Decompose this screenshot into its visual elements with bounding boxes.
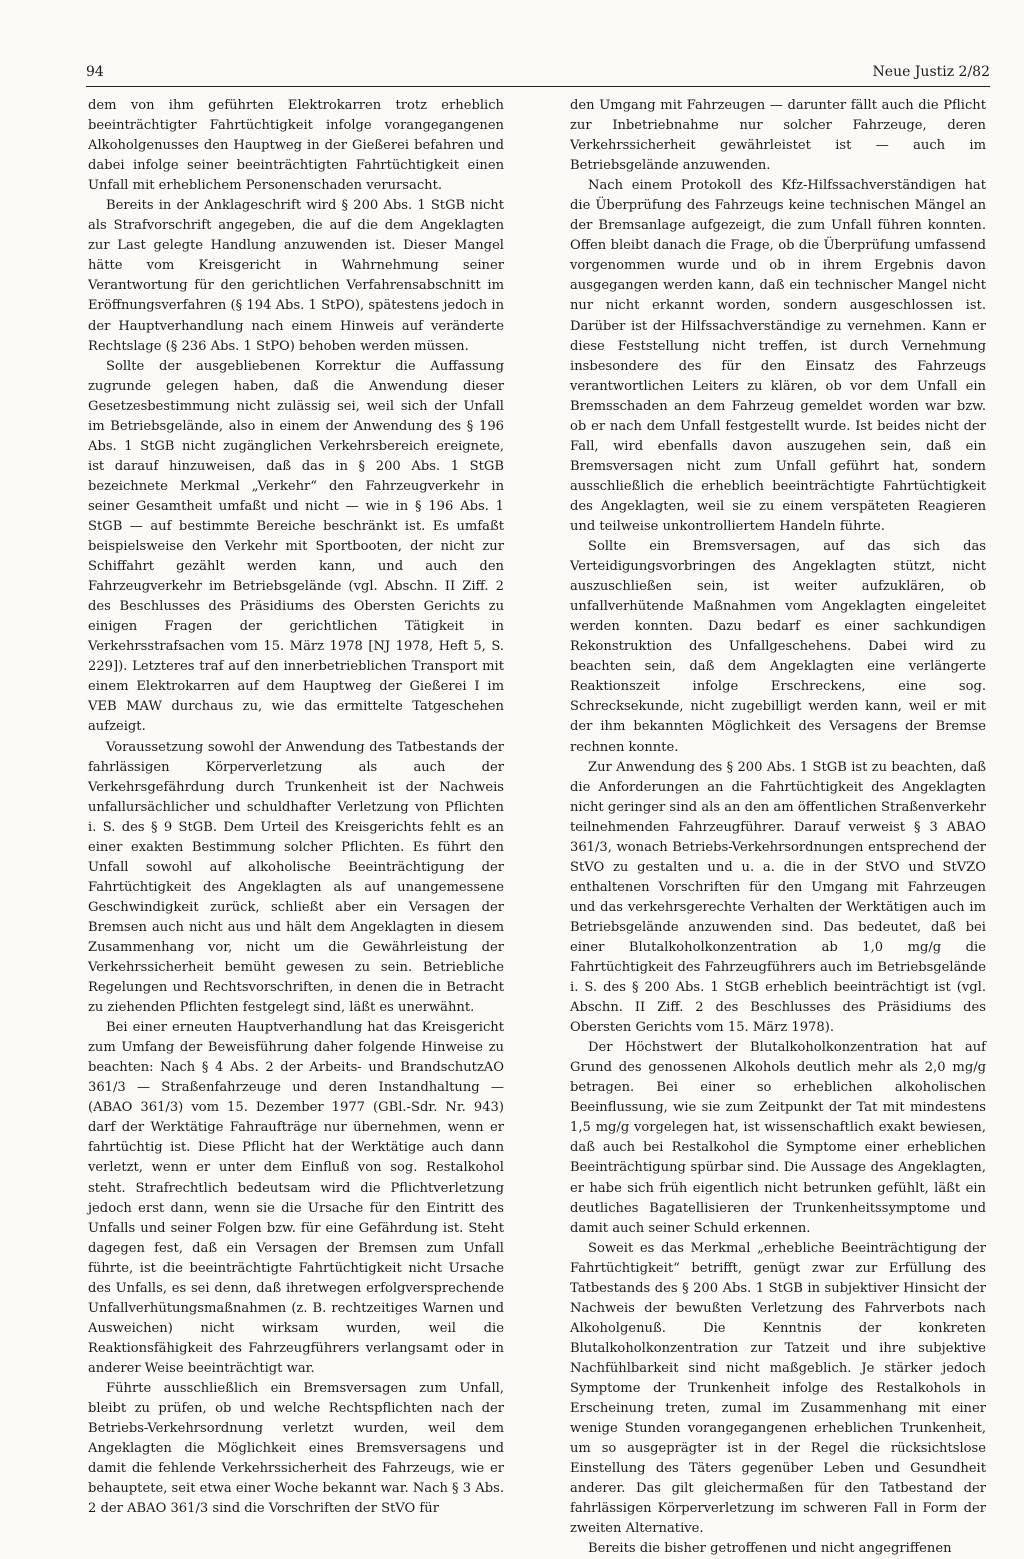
paragraph: Sollte der ausgebliebenen Korrektur die Auffassung zugrunde gelegen haben, daß die Anwendung dieser Gesetzesbestimmung nicht zulässig sei, weil sich der Unfall im Betriebsgelände, also in einem der Anwendung des § 196 Abs. 1 StGB nicht zugänglichen Verkehrsbereich ereignete, ist darauf hinzuweisen, daß das in § 200 Abs. 1 StGB bezeichnete Merkmal „Verkehr“ den Fahrzeugverkehr in seiner Gesamtheit umfaßt und nicht — wie in § 196 Abs. 1 StGB — auf bestimmte Bereiche beschränkt ist. Es umfaßt beispielsweise den Verkehr mit Sportbooten, der nicht zur Schiffahrt gezählt werden kann, und auch den Fahrzeugverkehr im Betriebsgelände (vgl. Abschn. II Ziff. 2 des Beschlusses des Präsidiums des Obersten Gerichts zu einigen Fragen der gerichtlichen Tätigkeit in Verkehrsstrafsachen vom 15. März 1978 [NJ 1978, Heft 5, S. 229]). Letzteres traf auf den innerbetrieblichen Transport mit einem Elektrokarren auf dem Hauptweg der Gießerei I im VEB MAW durchaus zu, wie das ermittelte Tatgeschehen aufzeigt. — [88, 358, 504, 735]
page-header — [86, 64, 990, 86]
paragraph: Bereits die bisher getroffenen und nicht angegriffenen — [588, 1541, 952, 1557]
left-column — [88, 96, 504, 1519]
paragraph: Voraussetzung sowohl der Anwendung des Tatbestands der fahrlässigen Körperverletzung als auch der Verkehrsgefährdung durch Trunkenheit ist der Nachweis unfallursächlicher und schuldhafter Verletzung von Pflichten i. S. des § 9 StGB. Dem Urteil des Kreisgerichts fehlt es an einer exakten Bestimmung solcher Pflichten. Es führt den Unfall sowohl auf alkoholische Beeinträchtigung der Fahrtüchtigkeit des Angeklagten als auf unangemessene Geschwindigkeit zurück, schließt aber ein Versagen der Bremsen auch nicht aus und hält dem Angeklagten in diesem Zusammenhang vor, nicht um die Gewährleistung der Verkehrssicherheit bemüht gewesen zu sein. Betriebliche Regelungen und Rechtsvorschriften, in denen die in Betracht zu ziehenden Pflichten festgelegt sind, läßt es unerwähnt. — [88, 739, 504, 1016]
page-number: 94 — [86, 64, 104, 80]
paragraph: Bei einer erneuten Hauptverhandlung hat das Kreisgericht zum Umfang der Beweisführung daher folgende Hinweise zu beachten: Nach § 4 Abs. 2 der Arbeits- und BrandschutzAO 361/3 — Straßenfahrzeuge und deren Instandhaltung — (ABAO 361/3) vom 15. Dezember 1977 (GBl.-Sdr. Nr. 943) darf der Werktätige Fahraufträge nur übernehmen, wenn er fahrtüchtig ist. Diese Pflicht hat der Werktätige auch dann verletzt, wenn er unter dem Einfluß von sog. Restalkohol steht. Strafrechtlich bedeutsam wird die Pflichtverletzung jedoch erst dann, wenn sie die Ursache für den Eintritt des Unfalls und seiner Folgen bzw. für eine Gefährdung ist. Steht dagegen fest, daß ein Versagen der Bremsen zum Unfall führte, ist die beeinträchtigte Fahrtüchtigkeit nicht Ursache des Unfalls, es sei denn, daß ihretwegen erfolgversprechende Unfallverhütungsmaßnahmen (z. B. rechtzeitiges Warnen und Ausweichen) nicht wirksam wurden, weil die Reaktionsfähigkeit des Fahrzeugführers verlangsamt oder in anderer Weise beeinträchtigt war. — [88, 1020, 504, 1376]
paragraph: den Umgang mit Fahrzeugen — darunter fällt auch die Pflicht zur Inbetriebnahme nur solcher Fahrzeuge, deren Verkehrssicherheit gewährleistet ist — auch im Betriebsgelände anzuwenden. — [570, 98, 986, 174]
paragraph: Führte ausschließlich ein Bremsversagen zum Unfall, bleibt zu prüfen, ob und welche Rechtspflichten nach der Betriebs-Verkehrsordnung verletzt wurden, weil dem Angeklagten die Möglichkeit eines Bremsversagens und damit die fehlende Verkehrssicherheit des Fahrzeugs, wie er behauptete, seit etwa einer Woche bekannt war. Nach § 3 Abs. 2 der ABAO 361/3 sind die Vorschriften der StVO für — [88, 1381, 504, 1517]
right-column — [570, 96, 986, 1559]
paragraph: Bereits in der Anklageschrift wird § 200 Abs. 1 StGB nicht als Strafvorschrift angegeben, die auf die dem Angeklagten zur Last gelegte Handlung anzuwenden ist. Dieser Mangel hätte vom Kreisgericht in Wahrnehmung seiner Verantwortung für den gerichtlichen Verfahrensabschnitt im Eröffnungsverfahren (§ 194 Abs. 1 StPO), spätestens jedoch in der Hauptverhandlung nach einem Hinweis auf veränderte Rechtslage (§ 236 Abs. 1 StPO) behoben werden müssen. — [88, 198, 504, 354]
paragraph: dem von ihm geführten Elektrokarren trotz erheblich beeinträchtigter Fahrtüchtigkeit infolge vorangegangenen Alkoholgenusses den Hauptweg in der Gießerei befahren und dabei infolge seiner beeinträchtigten Fahrtüchtigkeit einen Unfall mit erheblichem Personenschaden verursacht. — [88, 98, 504, 194]
journal-issue: Neue Justiz 2/82 — [872, 64, 990, 80]
paragraph: Sollte ein Bremsversagen, auf das sich das Verteidigungsvorbringen des Angeklagten stützt, nicht auszuschließen sein, ist weiter aufzuklären, ob unfallverhütende Maßnahmen vom Angeklagten eingeleitet werden konnten. Dazu bedarf es einer sachkundigen Rekonstruktion des Unfallgeschehens. Dabei wird zu beachten sein, daß dem Angeklagten eine verlängerte Reaktionszeit infolge Erschreckens, eine sog. Schrecksekunde, nicht zugebilligt werden kann, weil er mit der ihm bekannten Möglichkeit des Versagens der Bremse rechnen konnte. — [570, 539, 986, 755]
paragraph: Zur Anwendung des § 200 Abs. 1 StGB ist zu beachten, daß die Anforderungen an die Fahrtüchtigkeit des Angeklagten nicht geringer sind als an den am öffentlichen Straßenverkehr teilnehmenden Fahrzeugführer. Darauf verweist § 3 ABAO 361/3, wonach Betriebs-Verkehrsordnungen entsprechend der StVO zu gestalten und u. a. die in der StVO und StVZO enthaltenen Vorschriften für den Umgang mit Fahrzeugen und das verkehrsgerechte Verhalten der Werktätigen auch im Betriebsgelände anzuwenden sind. Das bedeutet, daß bei einer Blutalkoholkonzentration ab 1,0 mg/g die Fahrtüchtigkeit des Fahrzeugführers auch im Betriebsgelände i. S. des § 200 Abs. 1 StGB erheblich beeinträchtigt ist (vgl. Abschn. II Ziff. 2 des Beschlusses des Präsidiums des Obersten Gerichts vom 15. März 1978). — [570, 759, 986, 1036]
header-rule — [86, 86, 990, 87]
paragraph: Soweit es das Merkmal „erhebliche Beeinträchtigung der Fahrtüchtigkeit“ betrifft, genügt zwar zur Erfüllung des Tatbestands des § 200 Abs. 1 StGB in subjektiver Hinsicht der Nachweis der bewußten Verletzung des Fahrverbots nach Alkoholgenuß. Die Kenntnis der konkreten Blutalkoholkonzentration zur Tatzeit und ihre subjektive Nachfühlbarkeit sind nicht maßgeblich. Je stärker jedoch Symptome der Trunkenheit infolge des Restalkohols in Erscheinung treten, zumal im Zusammenhang mit einer wenige Stunden vorangegangenen erheblichen Trunkenheit, um so ausgeprägter ist in der Regel die rücksichtslose Einstellung des Täters gegenüber Leben und Gesundheit anderer. Das gilt gleichermaßen für den Tatbestand der fahrlässigen Körperverletzung im schweren Fall in Form der zweiten Alternative. — [570, 1240, 986, 1537]
paragraph: Der Höchstwert der Blutalkoholkonzentration hat auf Grund des genossenen Alkohols deutlich mehr als 2,0 mg/g betragen. Bei einer so erheblichen alkoholischen Beeinflussung, wie sie zum Zeitpunkt der Tat mit mindestens 1,5 mg/g vorgelegen hat, ist wissenschaftlich exakt bewiesen, daß auch bei Restalkohol die Symptome einer erheblichen Beeinträchtigung spürbar sind. Die Aussage des Angeklagten, er habe sich früh eigentlich nicht betrunken gefühlt, läßt ein deutliches Bagatellisieren der Trunkenheitssymptome und damit auch seiner Schuld erkennen. — [570, 1040, 986, 1236]
paragraph: Nach einem Protokoll des Kfz-Hilfssachverständigen hat die Überprüfung des Fahrzeugs keine technischen Mängel an der Bremsanlage aufgezeigt, die zum Unfall führen konnten. Offen bleibt danach die Frage, ob die Überprüfung umfassend vorgenommen wurde und ob in ihrem Ergebnis davon ausgegangen werden kann, daß ein technischer Mangel nicht nur nicht erkannt worden, sondern ausgeschlossen ist. Darüber ist der Hilfssachverständige zu vernehmen. Kann er diese Feststellung nicht treffen, ist durch Vernehmung insbesondere des für den Einsatz des Fahrzeugs verantwortlichen Leiters zu klären, ob vor dem Unfall ein Bremsschaden an dem Fahrzeug gemeldet worden war bzw. ob er nach dem Unfall festgestellt wurde. Ist beides nicht der Fall, wird ebenfalls davon auszugehen sein, daß ein Bremsversagen nicht zum Unfall geführt hat, sondern ausschließlich die erheblich beeinträchtigte Fahrtüchtigkeit des Angeklagten, weil sie zu einem verspäteten Reagieren und teilweise unkontrolliertem Handeln führte. — [570, 178, 986, 534]
